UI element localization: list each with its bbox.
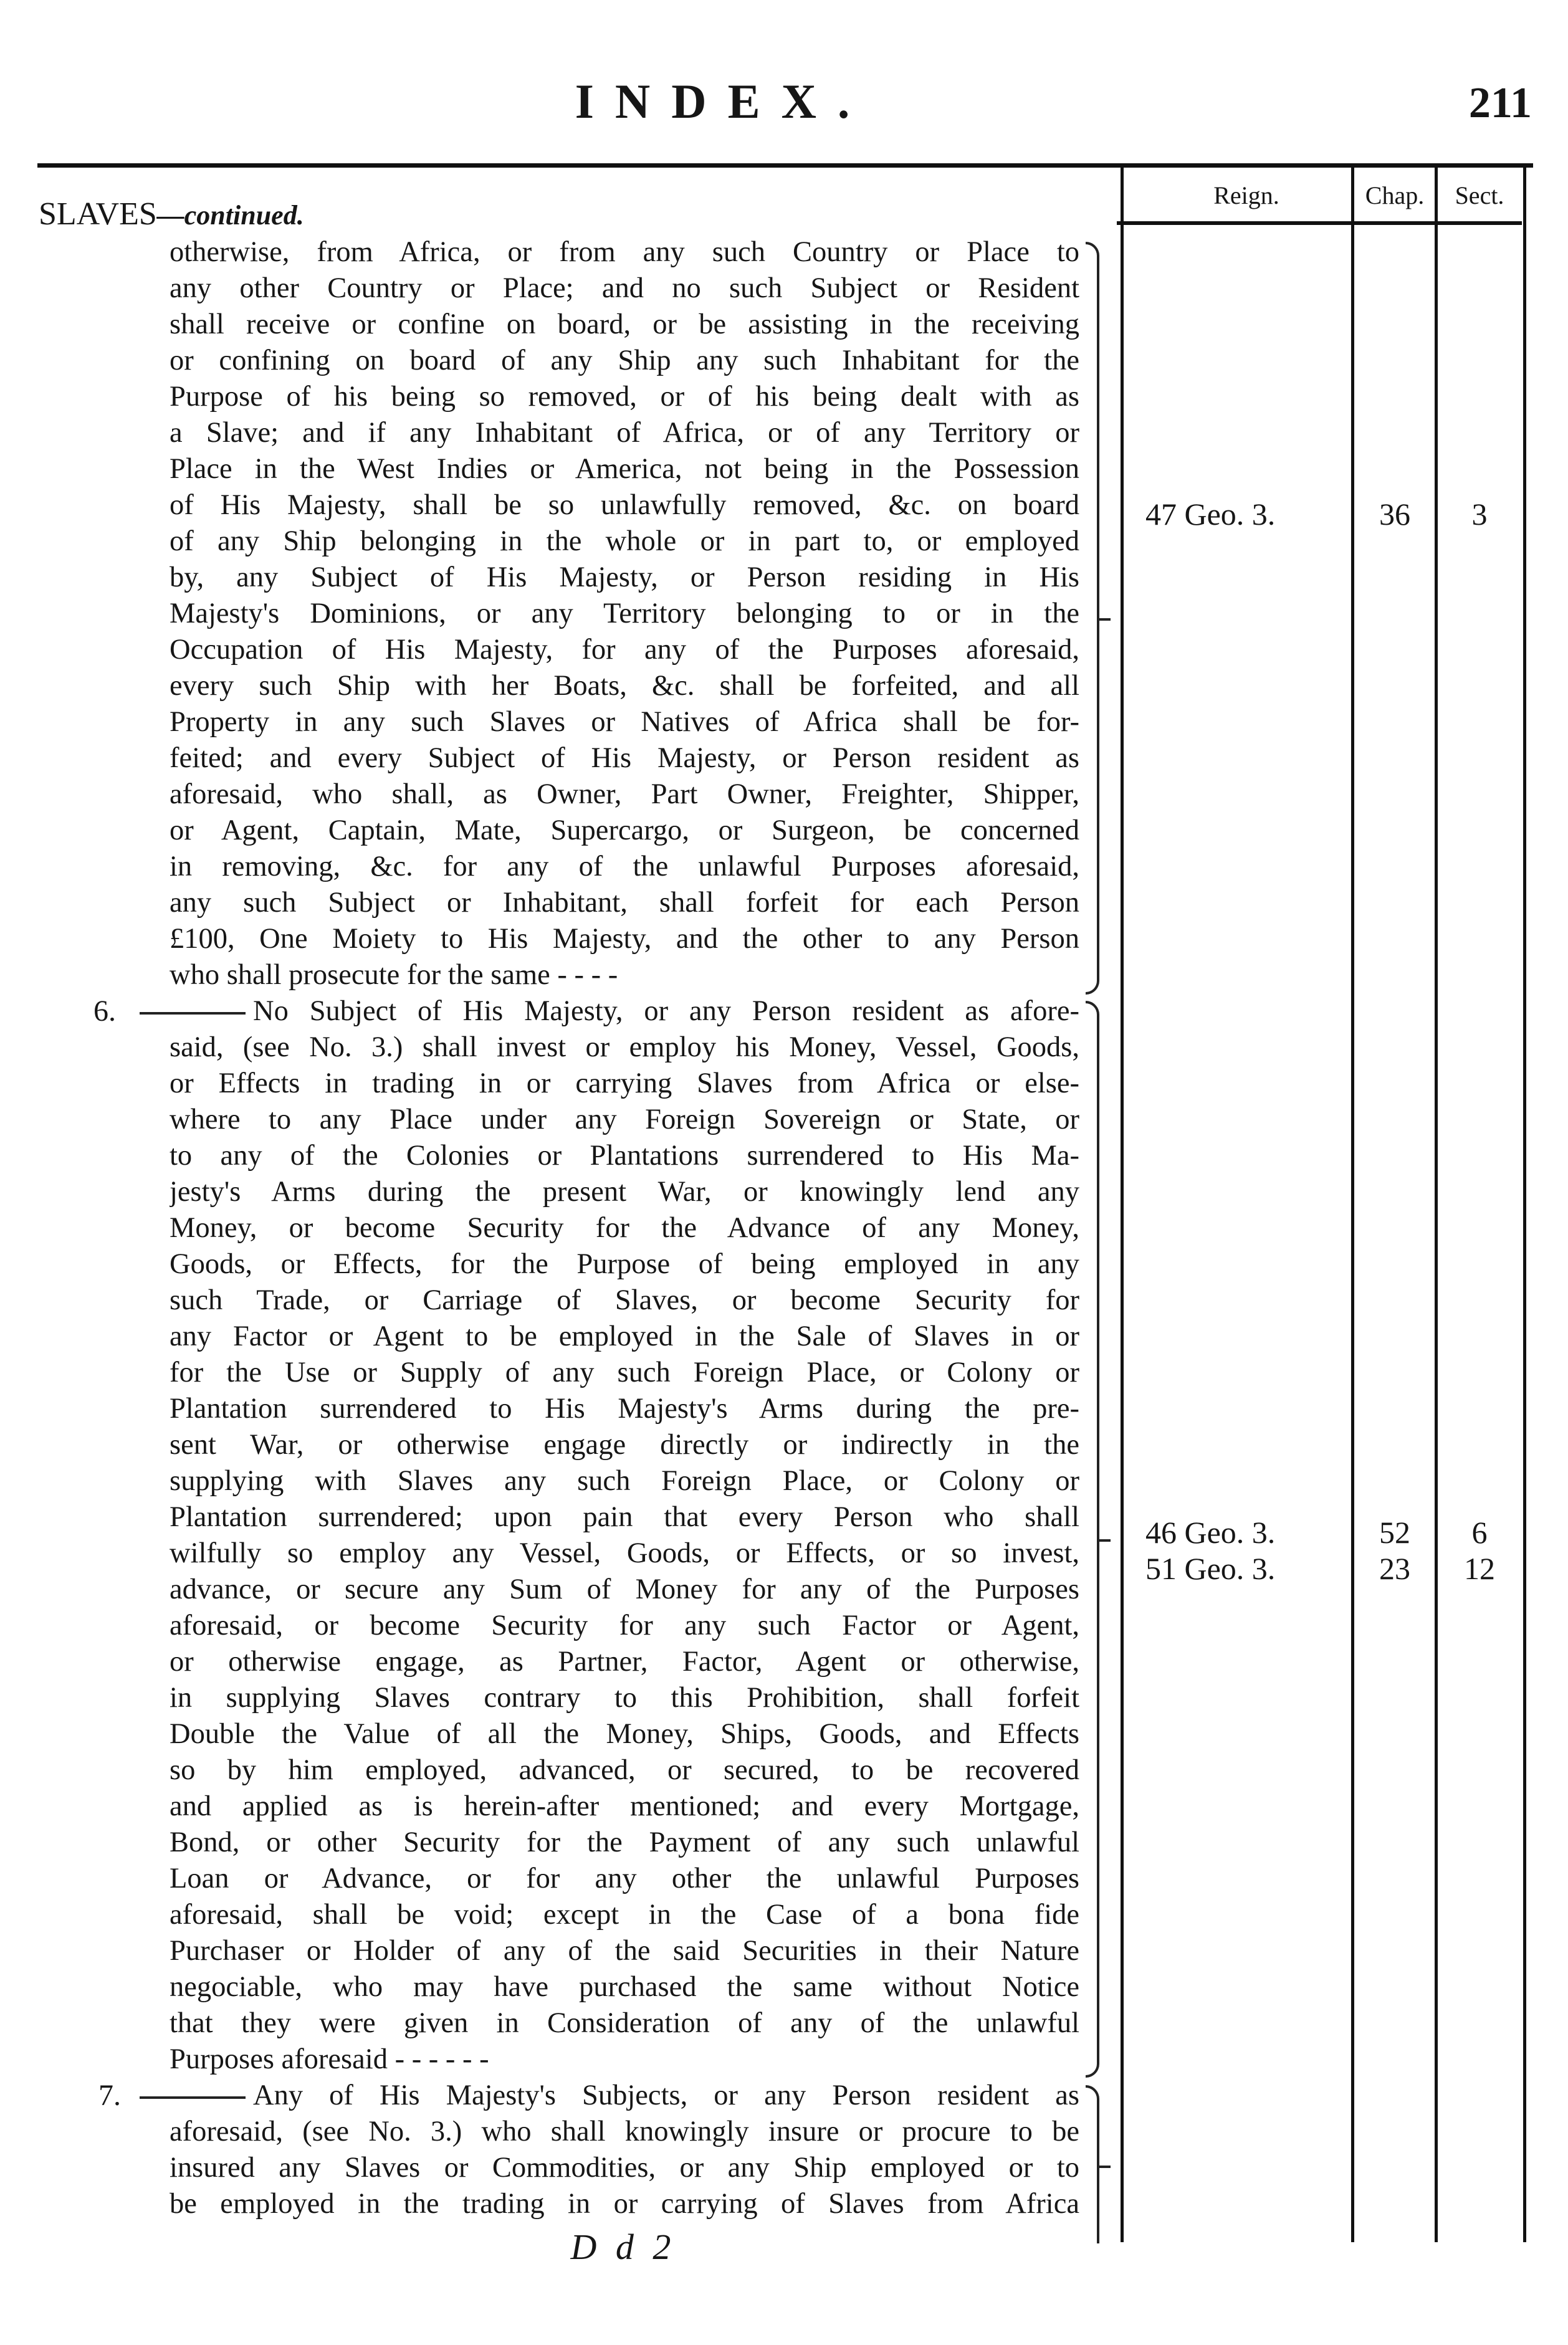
column-divider-chap — [1435, 167, 1438, 2242]
column-header-chap: Chap. — [1365, 181, 1425, 209]
entry-brace — [1086, 1001, 1099, 2078]
entry-line: Double the Value of all the Money, Ships, Goods, and Effects — [170, 1718, 1079, 1750]
entry-line: Bond, or other Security for the Payment of any such unlawful — [170, 1827, 1079, 1858]
entry-line: Plantation surrendered to His Majesty's Arms during the pre- — [170, 1393, 1079, 1425]
signature-mark: D d 2 — [570, 2227, 676, 2267]
entry-first-line — [138, 2078, 1079, 2114]
entry-line: or Effects in trading in or carrying Slaves from Africa or else- — [170, 1067, 1079, 1099]
entry-brace — [1086, 2085, 1099, 2243]
entry-line: or otherwise engage, as Partner, Factor, Agent or otherwise, — [170, 1646, 1079, 1678]
entry-line: Property in any such Slaves or Natives of Africa shall be for- — [170, 706, 1079, 738]
chap-ref: 23 — [1379, 1551, 1410, 1586]
entry-line: Place in the West Indies or America, not being in the Possession — [170, 453, 1079, 485]
entry-line: Loan or Advance, or for any other the unlawful Purposes — [170, 1863, 1079, 1894]
entry-line: aforesaid, who shall, as Owner, Part Owner, Freighter, Shipper, — [170, 778, 1079, 810]
sect-ref: 6 — [1471, 1515, 1488, 1550]
entry-line: and applied as is herein-after mentioned; and every Mortgage, — [170, 1790, 1079, 1822]
entry-line: every such Ship with her Boats, &c. shall be forfeited, and all — [170, 670, 1079, 702]
column-header-rule — [1117, 221, 1522, 225]
entry-lead-dash — [140, 2096, 246, 2099]
entry-line: shall receive or confine on board, or be assisting in the receiving — [170, 308, 1079, 340]
entry-line: Money, or become Security for the Advance of any Money, — [170, 1212, 1079, 1244]
entry-line: of any Ship belonging in the whole or in part to, or employed — [170, 525, 1079, 557]
entry-line: Any of His Majesty's Subjects, or any Person resident as — [253, 2080, 1079, 2111]
chap-ref: 52 — [1379, 1515, 1410, 1550]
header-rule — [37, 163, 1533, 168]
entry-line: sent War, or otherwise engage directly or indirectly in the — [170, 1429, 1079, 1461]
section-heading — [39, 196, 304, 232]
column-header-reign: Reign. — [1213, 181, 1279, 209]
entry-line: insured any Slaves or Commodities, or any Ship employed or to — [170, 2152, 1079, 2184]
entry-line: Purpose of his being so removed, or of his being dealt with as — [170, 381, 1079, 413]
entry-line: Plantation surrendered; upon pain that every Person who shall — [170, 1501, 1079, 1533]
entry-line: to any of the Colonies or Plantations surrendered to His Ma- — [170, 1140, 1079, 1172]
entry-line: said, (see No. 3.) shall invest or employ his Money, Vessel, Goods, — [170, 1031, 1079, 1063]
entry-brace — [1086, 242, 1099, 995]
entry-line: in supplying Slaves contrary to this Prohibition, shall forfeit — [170, 1682, 1079, 1714]
entry-line: £100, One Moiety to His Majesty, and the other to any Person — [170, 923, 1079, 955]
entry-line: Purposes aforesaid - - - - - - — [170, 2043, 489, 2075]
entry-line: No Subject of His Majesty, or any Person resident as afore- — [253, 995, 1079, 1027]
entry-line: negociable, who may have purchased the same without Notice — [170, 1971, 1079, 2003]
section-continued: —continued. — [156, 200, 304, 231]
entry-line: Occupation of His Majesty, for any of the Purposes aforesaid, — [170, 634, 1079, 666]
entry-line: where to any Place under any Foreign Sovereign or State, or — [170, 1104, 1079, 1135]
entry-line: in removing, &c. for any of the unlawful Purposes aforesaid, — [170, 851, 1079, 882]
reign-ref: 47 Geo. 3. — [1145, 497, 1276, 532]
entry-line: that they were given in Consideration of any of the unlawful — [170, 2007, 1079, 2039]
entry-line: or confining on board of any Ship any such Inhabitant for the — [170, 345, 1079, 376]
sect-ref: 3 — [1471, 497, 1488, 532]
entry-line: supplying with Slaves any such Foreign Place, or Colony or — [170, 1465, 1079, 1497]
section-title: SLAVES — [39, 196, 157, 232]
entry-line: a Slave; and if any Inhabitant of Africa, or of any Territory or — [170, 417, 1079, 449]
entry-line: so by him employed, advanced, or secured, to be recovered — [170, 1754, 1079, 1786]
column-divider-reign — [1351, 167, 1354, 2242]
entry-lead-dash — [140, 1012, 246, 1015]
entry-line: aforesaid, (see No. 3.) who shall knowingly insure or procure to be — [170, 2116, 1079, 2147]
entry-line: be employed in the trading in or carrying of Slaves from Africa — [170, 2188, 1079, 2220]
entry-number: 7. — [98, 2079, 121, 2112]
entry-line: advance, or secure any Sum of Money for any of the Purposes — [170, 1574, 1079, 1605]
chap-ref: 36 — [1379, 497, 1410, 532]
entry-line: such Trade, or Carriage of Slaves, or become Security for — [170, 1284, 1079, 1316]
entry-line: of His Majesty, shall be so unlawfully removed, &c. on board — [170, 489, 1079, 521]
entry-line: for the Use or Supply of any such Foreign Place, or Colony or — [170, 1357, 1079, 1388]
column-header-sect: Sect. — [1455, 181, 1504, 209]
entry-line: any Factor or Agent to be employed in the Sale of Slaves in or — [170, 1321, 1079, 1352]
entry-line: any other Country or Place; and no such Subject or Resident — [170, 272, 1079, 304]
entry-line: otherwise, from Africa, or from any such Country or Place to — [170, 236, 1079, 268]
reign-ref: 46 Geo. 3. — [1145, 1515, 1276, 1550]
entry-line: or Agent, Captain, Mate, Supercargo, or Surgeon, be concerned — [170, 814, 1079, 846]
page-title: INDEX. — [575, 74, 871, 128]
entry-line: Purchaser or Holder of any of the said Securities in their Nature — [170, 1935, 1079, 1967]
entry-line: by, any Subject of His Majesty, or Person residing in His — [170, 561, 1079, 593]
column-divider-text — [1121, 167, 1124, 2242]
entry-line: jesty's Arms during the present War, or knowingly lend any — [170, 1176, 1079, 1208]
page-number: 211 — [1468, 79, 1532, 127]
entry-first-line — [138, 993, 1079, 1029]
column-divider-sect — [1523, 167, 1526, 2242]
entry-line: Majesty's Dominions, or any Territory belonging to or in the — [170, 598, 1079, 629]
entry-number: 6. — [93, 995, 116, 1028]
entry-line: Goods, or Effects, for the Purpose of being employed in any — [170, 1248, 1079, 1280]
entry-line: feited; and every Subject of His Majesty, or Person resident as — [170, 742, 1079, 774]
entry-line: who shall prosecute for the same - - - - — [170, 959, 618, 991]
reign-ref: 51 Geo. 3. — [1145, 1551, 1276, 1586]
entry-line: any such Subject or Inhabitant, shall forfeit for each Person — [170, 887, 1079, 919]
entry-line: wilfully so employ any Vessel, Goods, or Effects, or so invest, — [170, 1537, 1079, 1569]
entry-line: aforesaid, or become Security for any such Factor or Agent, — [170, 1610, 1079, 1641]
sect-ref: 12 — [1464, 1551, 1495, 1586]
entry-line: aforesaid, shall be void; except in the Case of a bona fide — [170, 1899, 1079, 1931]
